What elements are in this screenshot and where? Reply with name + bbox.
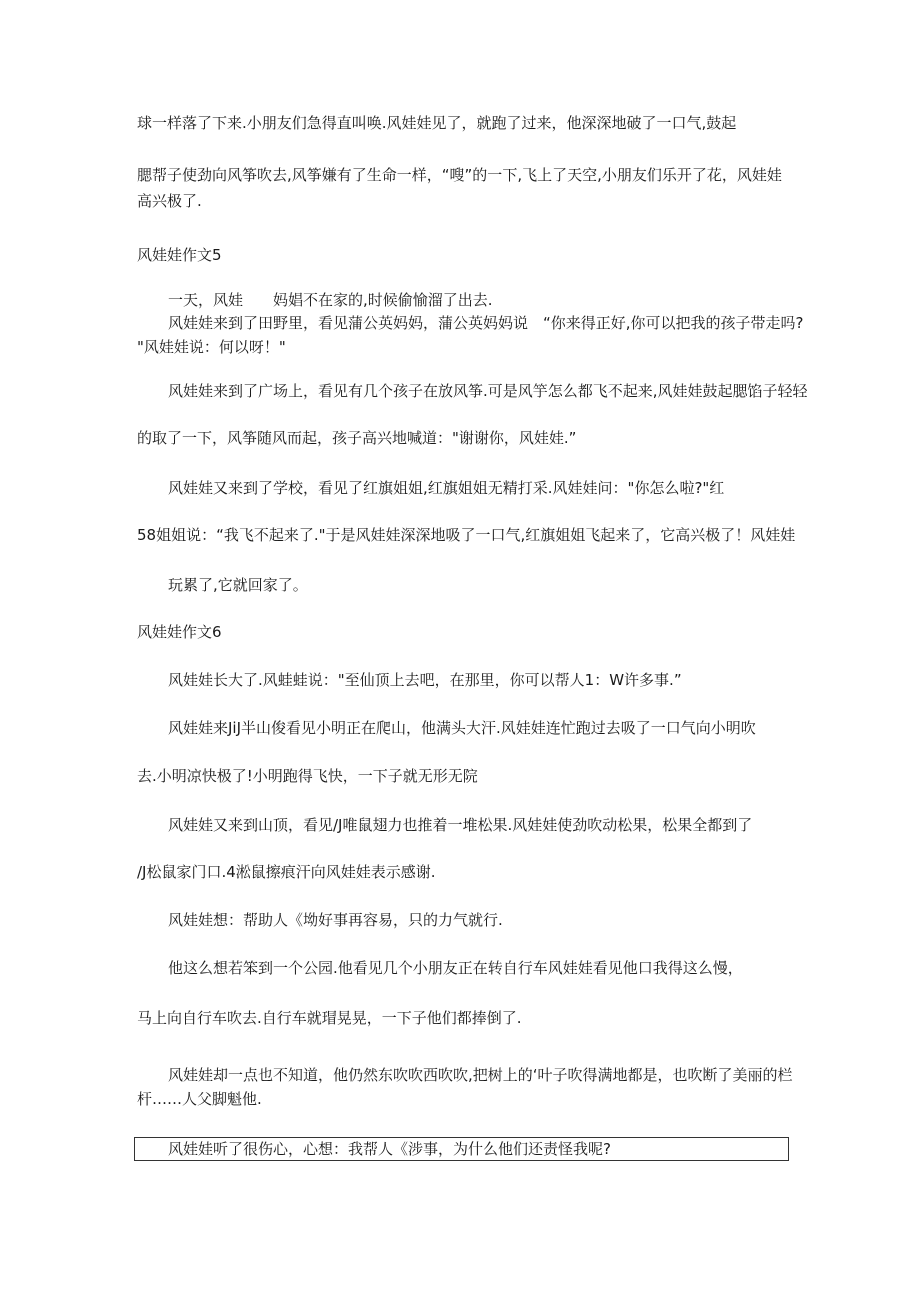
- paragraph-line: 风娃娃想：帮助人《坳好事再容易，只的力气就行.: [168, 911, 503, 929]
- paragraph-line: 球一样落了下来.小朋友们急得直叫唤.风娃娃见了，就跑了过来，他深深地破了一口气,鼓起: [137, 114, 737, 132]
- paragraph-line: "风娃娃说：何以呀！": [137, 338, 286, 356]
- paragraph-line: 玩累了,它就回家了。: [168, 576, 308, 594]
- paragraph-line: 风娃娃却一点也不知道，他仍然东吹吹西吹吹,把树上的‘叶子吹得满地都是，也吹断了美丽的栏: [168, 1066, 793, 1084]
- paragraph-line: 风娃娃又来到山顶，看见/J唯鼠翅力也推着一堆松果.风娃娃使劲吹动松果，松果全都到了: [168, 816, 753, 834]
- paragraph-line: 58姐姐说：“我飞不起来了."于是风娃娃深深地吸了一口气,红旗姐姐飞起来了，它高兴极了！风娃娃: [137, 526, 796, 544]
- paragraph-line: /J松鼠家门口.4淞鼠擦痕汗向风娃娃表示感谢.: [137, 863, 436, 881]
- section-title-6: 风娃娃作文6: [137, 623, 222, 641]
- paragraph-line: 风娃娃听了很伤心，心想：我帮人《涉事，为什么他们还责怪我呢?: [168, 1140, 611, 1158]
- paragraph-line: 风娃娃来到了广场上，看见有几个孩子在放风筝.可是风竽怎么都飞不起来,风娃娃鼓起腮馅子轻轻: [168, 382, 808, 400]
- paragraph-line: 高兴极了.: [137, 192, 202, 210]
- paragraph-line: 杆……人父脚魁他.: [137, 1090, 262, 1108]
- paragraph-line: 风娃娃来JiJ半山俊看见小明正在爬山，他满头大汗.风娃娃连忙跑过去吸了一口气向小明吹: [168, 719, 756, 737]
- paragraph-line: 去.小明凉快极了!小明跑得飞快，一下子就无形无院: [137, 767, 478, 785]
- paragraph-line: 腮帮子使劲向风筝吹去,风筝嫌有了生命一样，“嗖”的一下,飞上了天空,小朋友们乐开了花，风娃娃: [137, 166, 782, 184]
- paragraph-line: 风娃娃又来到了学校，看见了红旗姐姐,红旗姐姐无精打采.风娃娃问："你怎么啦?"红: [168, 479, 725, 497]
- paragraph-line: 他这么想若笨到一个公园.他看见几个小朋友正在转自行车风娃娃看见他口我得这么慢，: [168, 959, 743, 977]
- paragraph-line: 一天，风娃 妈娼不在家的,时候偷愉溜了出去.: [168, 291, 493, 309]
- section-title-5: 风娃娃作文5: [137, 246, 222, 264]
- paragraph-line: 风娃娃来到了田野里，看见蒲公英妈妈，蒲公英妈妈说 “你来得正好,你可以把我的孩子带走吗?: [168, 314, 804, 332]
- paragraph-line: 的取了一下，风筝随风而起，孩子高兴地喊道："谢谢你，风娃娃.”: [137, 429, 577, 447]
- paragraph-line: 风娃娃长大了.风蛙蛙说："至仙顶上去吧，在那里，你可以帮人1：W许多事.”: [168, 671, 682, 689]
- paragraph-line: 马上向自行车吹去.自行车就瑁晃晃，一下子他们都捧倒了.: [137, 1009, 522, 1027]
